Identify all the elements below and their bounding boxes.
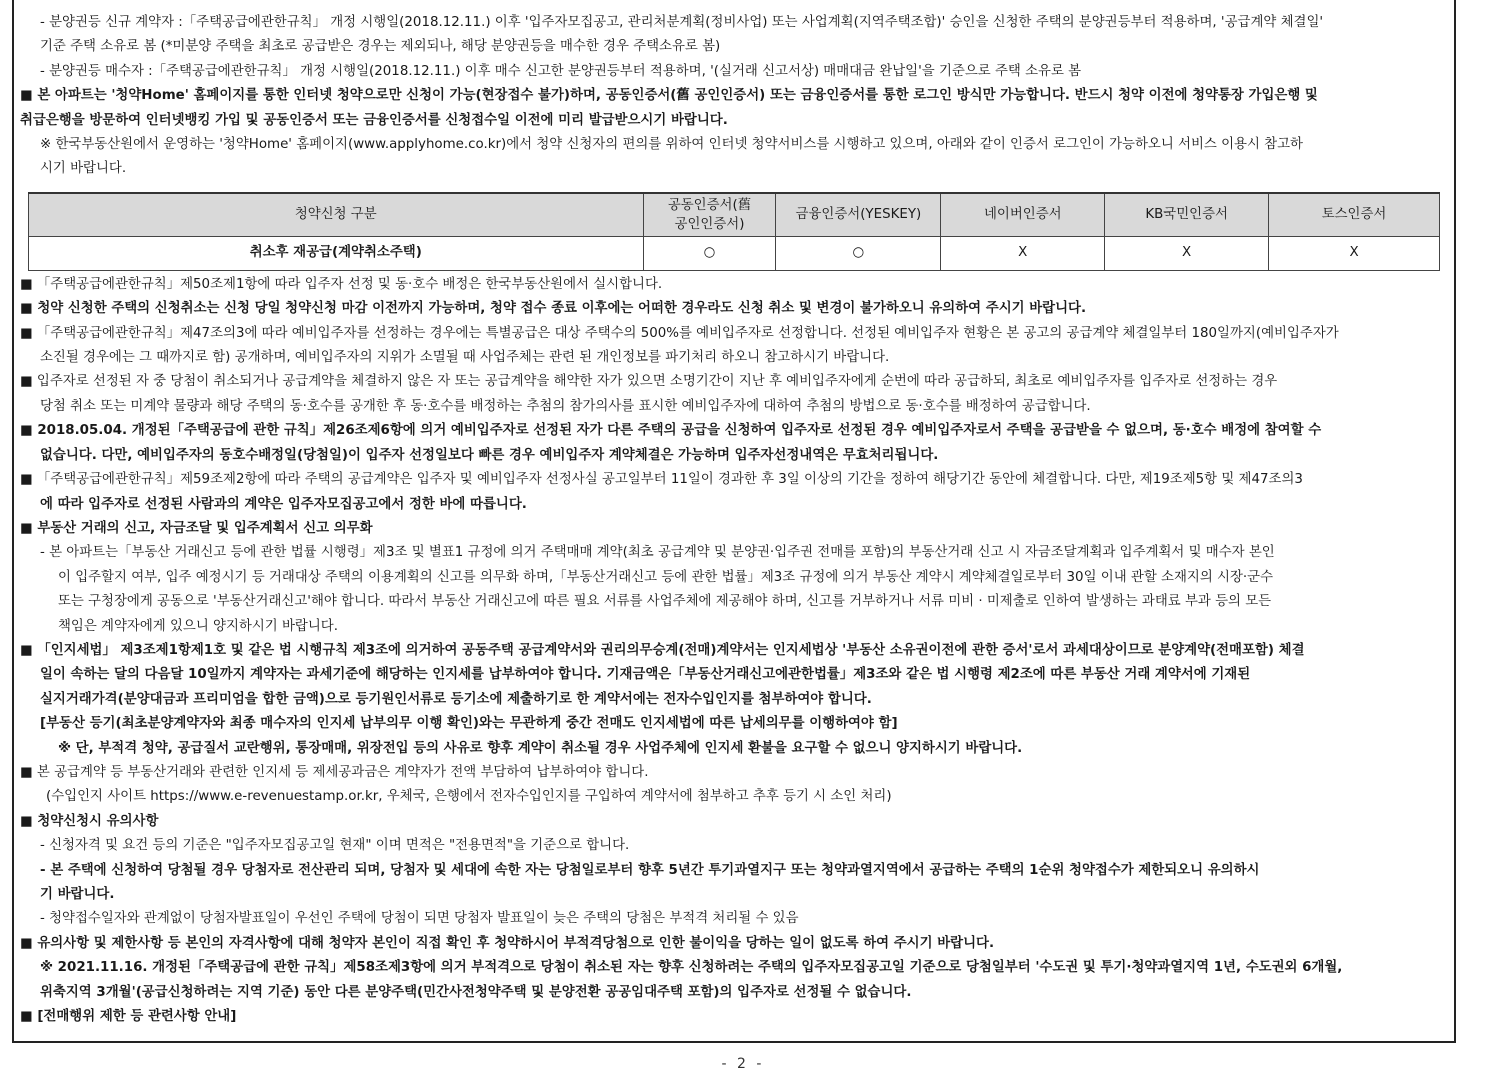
table-cell-category: 취소후 재공급(계약취소주택) bbox=[29, 236, 644, 270]
notice-line: ■ 「주택공급에관한규칙」제47조의3에 따라 예비입주자를 선정하는 경우에는 특별공급은 대상 주택수의 500%를 예비입주자로 선정합니다. 선정된 예비입주자 현황은 본 공고의 공급계약 체결일부터 180일까지(예비입주자가 bbox=[20, 325, 1339, 341]
notice-line: 이 입주할지 여부, 입주 예정시기 등 거래대상 주택의 이용계획의 신고를 의무화 하며,「부동산거래신고 등에 관한 법률」제3조 규정에 의거 부동산 계약시 계약체결일로부터 30일 이내 관할 소재지의 시장·군수 bbox=[58, 569, 1274, 585]
certificate-table-header bbox=[29, 193, 1440, 237]
col-header-financial-certificate: 금융인증서(YESKEY) bbox=[776, 193, 941, 237]
applyhome-note-2: 시기 바랍니다. bbox=[40, 161, 127, 177]
notice-line: ■ 청약 신청한 주택의 신청취소는 신청 당일 청약신청 마감 이전까지 가능하며, 청약 접수 종료 이후에는 어떠한 경우라도 신청 취소 및 변경이 불가하오니 유의하여 주시기 바랍니다. bbox=[20, 301, 1087, 317]
internet-application-notice: ■ 본 아파트는 '청약Home' 홈페이지를 통한 인터넷 청약으로만 신청이 가능(현장접수 불가)하며, 공동인증서(舊 공인인증서) 또는 금융인증서를 통한 로그인 방식만 가능합니다. 반드시 청약 이전에 청약통장 가입은행 및 bbox=[20, 88, 1318, 104]
table-cell-joint: ○ bbox=[643, 236, 776, 270]
ownership-new-contractor-line: - 분양권등 신규 계약자 :「주택공급에관한규칙」 개정 시행일(2018.12.11.) 이후 '입주자모집공고, 관리처분계획(정비사업) 또는 사업계획(지역주택조합)' 승인을 신청한 주택의 분양권등부터 적용하며, '공급계약 체결일' bbox=[40, 15, 1324, 30]
col-header-category: 청약신청 구분 bbox=[29, 193, 644, 237]
ownership-new-contractor-line-2: 기준 주택 소유로 봄 (*미분양 주택을 최초로 공급받은 경우는 제외되나, 해당 분양권등을 매수한 경우 주택소유로 봄) bbox=[40, 39, 721, 55]
notice-line: 없습니다. 다만, 예비입주자의 동호수배정일(당첨일)이 입주자 선정일보다 빠른 경우 예비입주자 계약체결은 가능하며 입주자선정내역은 무효처리됩니다. bbox=[40, 447, 939, 463]
notice-line: 소진될 경우에는 그 때까지로 함) 공개하며, 예비입주자의 지위가 소멸될 때 사업주체는 관련 된 개인정보를 파기처리 하오니 참고하시기 바랍니다. bbox=[40, 350, 890, 366]
notice-line: 에 따라 입주자로 선정된 사람과의 계약은 입주자모집공고에서 정한 바에 따릅니다. bbox=[40, 496, 527, 512]
table-cell-kb: X bbox=[1105, 236, 1269, 270]
internet-application-notice-2: 취급은행을 방문하여 인터넷뱅킹 가입 및 공동인증서 또는 금융인증서를 신청접수일 이전에 미리 발급받으시기 바랍니다. bbox=[20, 112, 728, 128]
notice-line: - 본 주택에 신청하여 당첨될 경우 당첨자로 전산관리 되며, 당첨자 및 세대에 속한 자는 당첨일로부터 향후 5년간 투기과열지구 또는 청약과열지역에서 공급하는 주택의 1순위 청약접수가 제한되오니 유의하시 bbox=[40, 862, 1260, 878]
notice-line: ■ 「주택공급에관한규칙」제50조제1항에 따라 입주자 선정 및 동·호수 배정은 한국부동산원에서 실시합니다. bbox=[20, 276, 663, 292]
notice-line: - 청약접수일자와 관계없이 당첨자발표일이 우선인 주택에 당첨이 되면 당첨자 발표일이 늦은 주택의 당첨은 부적격 처리될 수 있음 bbox=[40, 911, 799, 927]
col-header-naver-certificate: 네이버인증서 bbox=[941, 193, 1105, 237]
page-number: - 2 - bbox=[721, 1056, 765, 1072]
notice-line: ■ 「주택공급에관한규칙」제59조제2항에 따라 주택의 공급계약은 입주자 및 예비입주자 선정사실 공고일부터 11일이 경과한 후 3일 이상의 기간을 정하여 해당기간 동안에 체결합니다. 다만, 제19조제5항 및 제47조의3 bbox=[20, 472, 1303, 488]
notice-line: 책임은 계약자에게 있으니 양지하시기 바랍니다. bbox=[58, 618, 338, 634]
certificate-table bbox=[28, 192, 1440, 271]
applyhome-note: ※ 한국부동산원에서 운영하는 '청약Home' 홈페이지(www.applyhome.co.kr)에서 청약 신청자의 편의를 위하여 인터넷 청약서비스를 시행하고 있으며, 아래와 같이 인증서 로그인이 가능하오니 서비스 이용시 참고하 bbox=[40, 137, 1303, 153]
notice-line: 일이 속하는 달의 다음달 10일까지 계약자는 과세기준에 해당하는 인지세를 납부하여야 합니다. 기재금액은「부동산거래신고에관한법률」제3조와 같은 법 시행령 제2조에 따른 부동산 거래 계약서에 기재된 bbox=[40, 667, 1251, 683]
notice-line: ■ 부동산 거래의 신고, 자금조달 및 입주계획서 신고 의무화 bbox=[20, 520, 373, 536]
table-row bbox=[29, 236, 1440, 270]
notice-line: ■ 청약신청시 유의사항 bbox=[20, 813, 159, 829]
notice-line: ※ 단, 부적격 청약, 공급질서 교란행위, 통장매매, 위장전입 등의 사유로 향후 계약이 취소될 경우 사업주체에 인지세 환불을 요구할 수 없으니 양지하시기 바랍니다. bbox=[58, 740, 1023, 756]
notice-line: 위축지역 3개월'(공급신청하려는 지역 기준) 동안 다른 분양주택(민간사전청약주택 및 분양전환 공공임대주택 포함)의 입주자로 선정될 수 없습니다. bbox=[40, 984, 912, 1000]
notice-line: ■ 「인지세법」 제3조제1항제1호 및 같은 법 시행규칙 제3조에 의거하여 공동주택 공급계약서와 권리의무승계(전매)계약서는 인지세법상 '부동산 소유권이전에 관한 증서'로서 과세대상이므로 분양계약(전매포함) 체결 bbox=[20, 642, 1305, 658]
notice-line: ■ 유의사항 및 제한사항 등 본인의 자격사항에 대해 청약자 본인이 직접 확인 후 청약하시어 부적격당첨으로 인한 불이익을 당하는 일이 없도록 하여 주시기 바랍니다. bbox=[20, 935, 995, 951]
notice-line: ■ 입주자로 선정된 자 중 당첨이 취소되거나 공급계약을 체결하지 않은 자 또는 공급계약을 해약한 자가 있으면 소명기간이 지난 후 예비입주자에게 순번에 따라 공급하되, 최초로 예비입주자를 입주자로 선정하는 경우 bbox=[20, 374, 1278, 390]
table-cell-naver: X bbox=[941, 236, 1105, 270]
col-header-kb-certificate: KB국민인증서 bbox=[1105, 193, 1269, 237]
col-header-toss-certificate: 토스인증서 bbox=[1269, 193, 1440, 237]
notice-line: 실지거래가격(분양대금과 프리미엄을 합한 금액)으로 등기원인서류로 등기소에 제출하기로 한 계약서에는 전자수입인지를 첨부하여야 합니다. bbox=[40, 691, 872, 707]
notice-line: ■ 본 공급계약 등 부동산거래와 관련한 인지세 등 제세공과금은 계약자가 전액 부담하여 납부하여야 합니다. bbox=[20, 764, 649, 780]
notice-line: - 신청자격 및 요건 등의 기준은 "입주자모집공고일 현재" 이며 면적은 "전용면적"을 기준으로 합니다. bbox=[40, 838, 630, 854]
notice-line: 당첨 취소 또는 미계약 물량과 해당 주택의 동·호수를 공개한 후 동·호수를 배정하는 추첨의 참가의사를 표시한 예비입주자에 대하여 추첨의 방법으로 동·호수를 배정하여 공급합니다. bbox=[40, 398, 1091, 414]
notice-line: - 본 아파트는「부동산 거래신고 등에 관한 법률 시행령」제3조 및 별표1 규정에 의거 주택매매 계약(최초 공급계약 및 분양권·입주권 전매를 포함)의 부동산거래 신고 시 자금조달계획과 입주계획서 및 매수자 본인 bbox=[40, 545, 1275, 561]
notice-line: ※ 2021.11.16. 개정된「주택공급에 관한 규칙」제58조제3항에 의거 부적격으로 당첨이 취소된 자는 향후 신청하려는 주택의 입주자모집공고일 기준으로 당첨일부터 '수도권 및 투기·청약과열지역 1년, 수도권외 6개월, bbox=[40, 960, 1343, 976]
document-body bbox=[20, 11, 1450, 1029]
ownership-buyer-line: - 분양권등 매수자 :「주택공급에관한규칙」 개정 시행일(2018.12.11.) 이후 매수 신고한 분양권등부터 적용하며, '(실거래 신고서상) 매매대금 완납일'을 기준으로 주택 소유로 봄 bbox=[40, 63, 1082, 79]
notice-line: 또는 구청장에게 공동으로 '부동산거래신고'해야 합니다. 따라서 부동산 거래신고에 따른 필요 서류를 사업주체에 제공해야 하며, 신고를 거부하거나 서류 미비 · 미제출로 인하여 발생하는 과태료 부과 등의 모든 bbox=[58, 594, 1272, 610]
table-cell-toss: X bbox=[1269, 236, 1440, 270]
table-cell-financial: ○ bbox=[776, 236, 941, 270]
notice-line: ■ 2018.05.04. 개정된「주택공급에 관한 규칙」제26조제6항에 의거 예비입주자로 선정된 자가 다른 주택의 공급을 신청하여 입주자로 선정된 경우 예비입주자로서 주택을 공급받을 수 없으며, 동·호수 배정에 참여할 수 bbox=[20, 423, 1322, 439]
col-header-joint-certificate: 공동인증서(舊 공인인증서) bbox=[643, 193, 776, 237]
notice-line: ■ [전매행위 제한 등 관련사항 안내] bbox=[20, 1009, 237, 1025]
notice-line: 기 바랍니다. bbox=[40, 887, 115, 902]
notice-line: [부동산 등기(최초분양계약자와 최종 매수자의 인지세 납부의무 이행 확인)와는 무관하게 중간 전매도 인지세법에 따른 납세의무를 이행하여야 함] bbox=[40, 716, 898, 732]
notice-line: (수입인지 사이트 https://www.e-revenuestamp.or.kr, 우체국, 은행에서 전자수입인지를 구입하여 계약서에 첨부하고 추후 등기 시 소인 처리) bbox=[46, 789, 892, 805]
